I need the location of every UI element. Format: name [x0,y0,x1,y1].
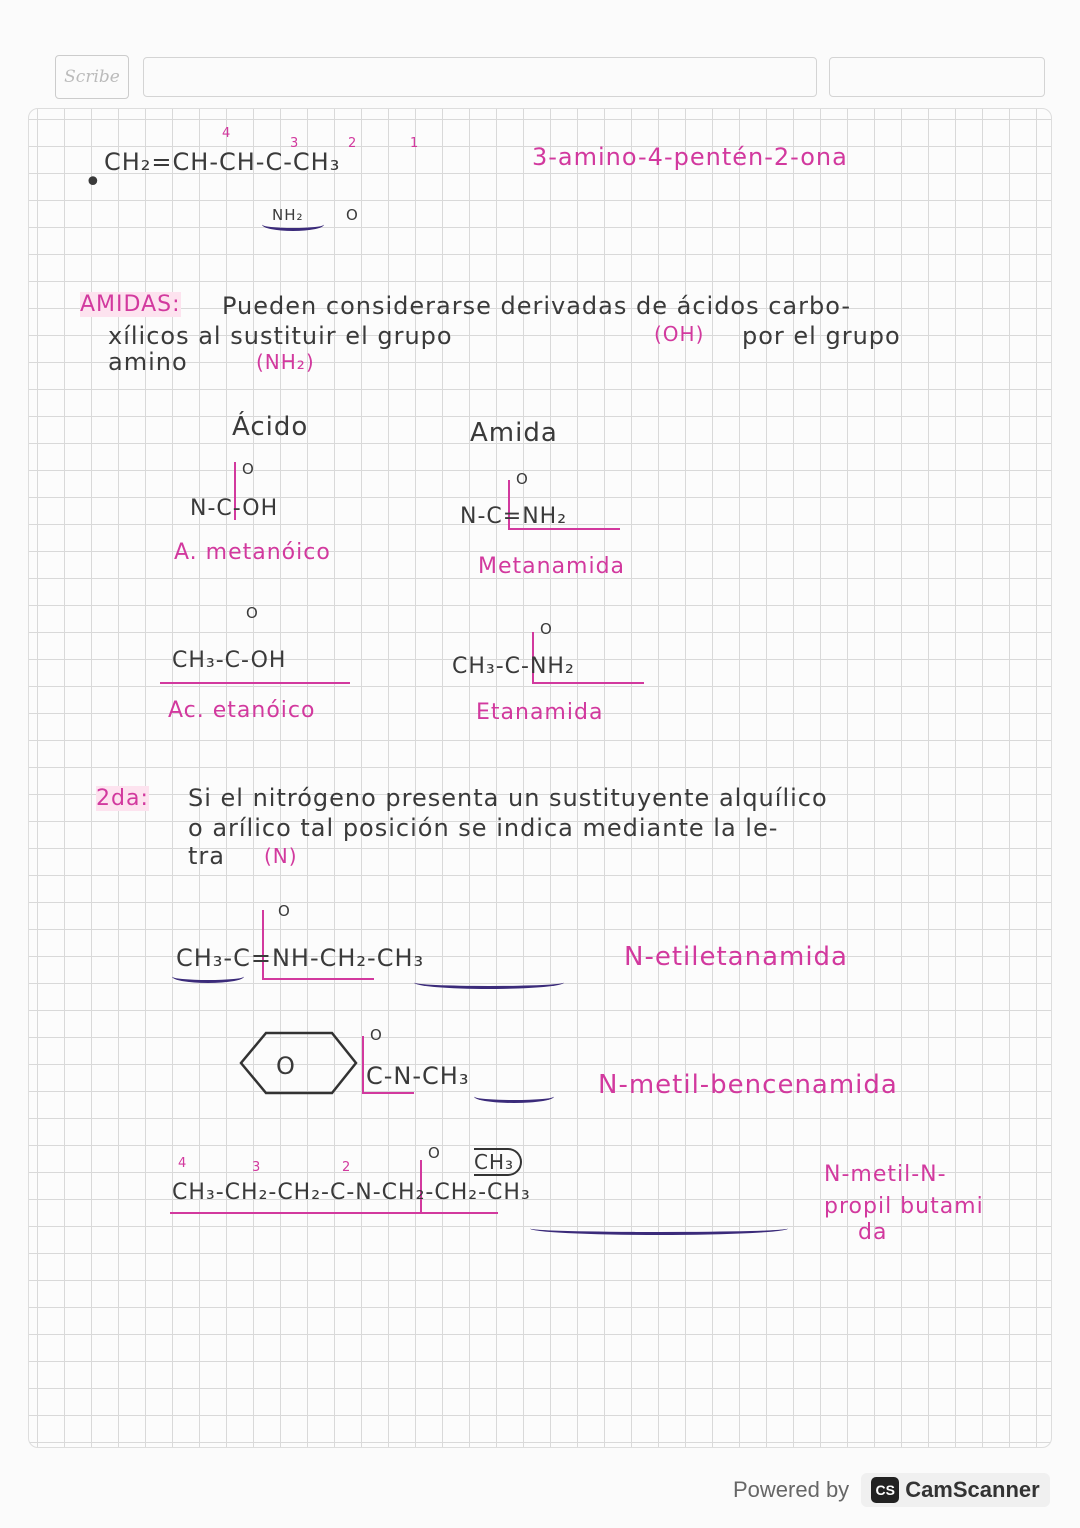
oxygen-label: O [370,1026,383,1044]
amide-name: da [858,1220,888,1245]
definition-line: amino [108,348,188,376]
oxygen-label: O [278,902,291,920]
rule-line: tra [188,842,225,870]
scan-header [55,55,1045,99]
amide-name: Metanamida [478,554,626,579]
amide-formula: C-N-CH₃ [366,1062,470,1090]
carbon-number: 3 [252,1160,261,1175]
methyl-branch: CH₃ [474,1148,522,1176]
date-box [829,57,1045,97]
carbon-number: 2 [342,1160,351,1175]
amide-name: N-etiletanamida [624,942,848,972]
rule-line: Si el nitrógeno presenta un sustituyente alquílico [188,784,828,812]
camscanner-watermark [733,1468,1050,1512]
amide-heading: Amida [470,418,558,448]
acid-name: A. metanóico [174,540,331,565]
acid-heading: Ácido [232,412,309,442]
underline [530,1222,788,1235]
rule-line: o arílico tal posición se indica mediante la le- [188,814,779,842]
underline [414,976,564,989]
underline [474,1090,554,1103]
amide-name: Etanamida [476,700,604,725]
definition-line: por el grupo [742,322,901,350]
camscanner-name: CamScanner [905,1477,1040,1502]
carbon-number: 1 [410,136,419,151]
benzene-ring-icon [238,1030,358,1096]
oxygen-label: O [516,470,529,488]
amide-name: N-metil-bencenamida [598,1070,898,1100]
oxygen-label: O [428,1144,441,1162]
acid-name: Ac. etanóico [168,698,316,723]
rule2-label: 2da: [96,786,149,811]
amide-name: N-metil-N- [824,1162,947,1187]
bullet: • [84,165,103,200]
n-letter: (N) [264,844,298,868]
camscanner-brand [861,1473,1050,1507]
acid-formula: N-C-OH [190,496,279,521]
ketone-name: 3-amino-4-pentén-2-ona [532,143,848,171]
amide-formula: N-C=NH₂ [460,504,568,529]
amide-formula: CH₃-CH₂-CH₂-C-N-CH₂-CH₂-CH₃ [172,1180,531,1205]
oxo-substituent: O [346,206,359,224]
oxygen-label: O [540,620,553,638]
amide-name: propil butami [824,1194,984,1219]
carbon-number: 2 [348,136,357,151]
amino-underline [262,218,324,231]
powered-by-text: Powered by [733,1477,850,1502]
definition-line: Pueden considerarse derivadas de ácidos carbo- [222,292,852,320]
underline [172,970,244,983]
amide-formula: CH₃-C=NH-CH₂-CH₃ [176,944,425,972]
arrow-underline [170,1212,420,1214]
camscanner-logo-icon: CS [871,1477,899,1503]
ring-center: O [276,1052,296,1080]
oh-group: (OH) [654,322,705,346]
oxygen-label: O [246,604,259,622]
carbon-number: 4 [178,1156,187,1171]
amide-formula: CH₃-C-NH₂ [452,654,575,679]
acid-formula: CH₃-C-OH [172,648,287,673]
ketone-formula: CH₂=CH-CH-C-CH₃ [104,148,341,176]
oxygen-label: O [242,460,255,478]
scribe-logo: Scribe [55,55,129,99]
amidas-label: AMIDAS: [80,292,181,317]
nh2-group: (NH₂) [256,350,315,374]
title-box [143,57,817,97]
amino-substituent: NH₂ [272,206,304,224]
carbon-number: 3 [290,136,299,151]
carbon-number: 4 [222,126,231,141]
definition-line: xílicos al sustituir el grupo [108,322,453,350]
underline [160,682,350,684]
